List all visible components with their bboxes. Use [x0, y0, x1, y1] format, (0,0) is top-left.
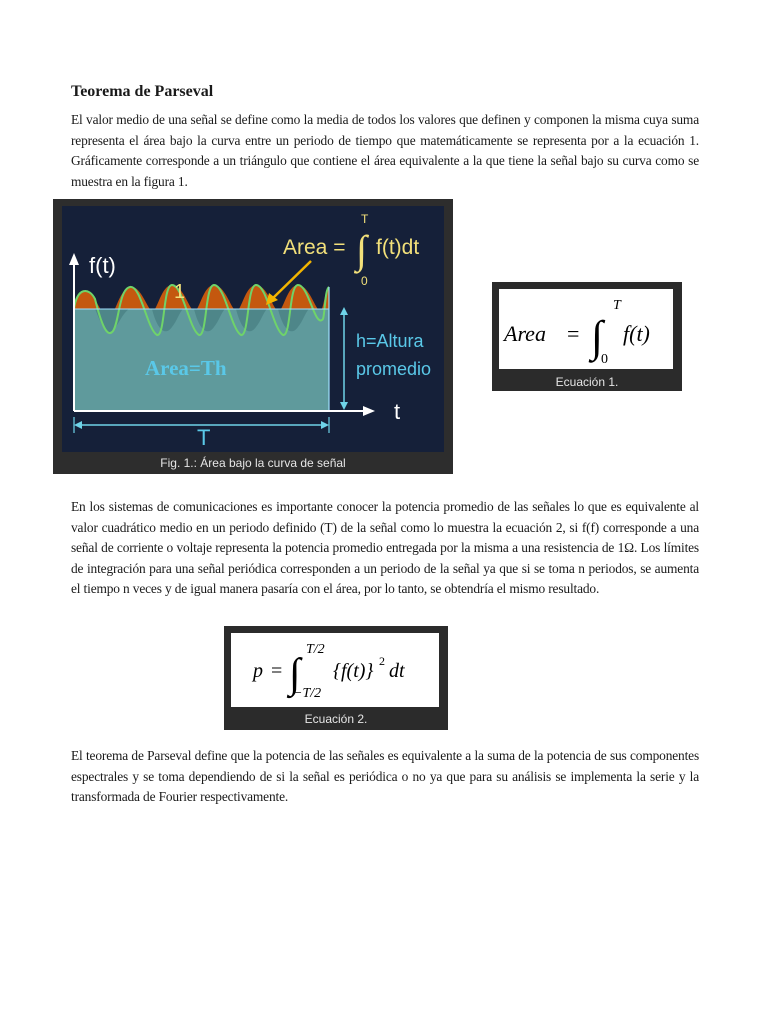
- eq1-upper: T: [613, 298, 621, 313]
- paragraph-parseval: El teorema de Parseval define que la potencia de las señales es equivalente a la suma de la potencia de sus componentes espectrales y se toma dependiendo de si la señal es periódica o no ya que para su análisis se implementa la serie y la transformada de Fourier respectivamente.: [71, 748, 699, 805]
- figure-caption: Fig. 1.: Área bajo la curva de señal: [160, 456, 346, 470]
- page-title: Teorema de Parseval: [71, 83, 214, 100]
- equation-1-caption: Ecuación 1.: [555, 375, 619, 389]
- eq2-equals: =: [271, 660, 283, 682]
- equation-2-box: [224, 626, 448, 730]
- fy-label: f(t): [89, 253, 116, 278]
- eq2-lhs: p: [253, 660, 263, 682]
- integral-upper: T: [361, 212, 369, 226]
- integral-sign: ∫: [356, 227, 367, 272]
- eq2-dt: dt: [389, 660, 405, 682]
- eq1-equals: =: [567, 321, 580, 346]
- integral-lower: 0: [361, 274, 368, 288]
- eq2-power: 2: [379, 654, 385, 668]
- eq1-lower: 0: [601, 352, 608, 367]
- area-eq-label: Area =: [283, 236, 346, 259]
- integrand-label: f(t)dt: [376, 236, 420, 259]
- eq1-lhs: Area: [504, 321, 546, 346]
- equation-1-box: [492, 282, 682, 391]
- eq2-rhs: {f(t)}: [333, 660, 374, 682]
- paragraph-intro: El valor medio de una señal se define como la media de todos los valores que definen y componen la misma cuya suma representa el área bajo la curva entre un periodo de tiempo que matemáticamente se representa por a la ecuación 1. Gráficamente corresponde a un triángulo que contiene el área equivalente a la que tiene la señal bajo su curva como se muestra en la figura 1.: [71, 112, 699, 189]
- paragraph-potencia: En los sistemas de comunicaciones es importante conocer la potencia promedio de las señales lo que es equivalente al valor cuadrático medio en un periodo definido (T) de la señal como lo muestra la ecuación 2, si f(f) corresponde a una señal de corriente o voltaje representa la potencia promedio entregada por la misma a una resistencia de 1Ω. Los límites de integración para una señal periódica corresponden a un periodo de la señal ya que si se toma n periodos, se aumenta el tiempo n veces y de igual manera pasaría con el área, por lo tanto, se obtendría el mismo resultado.: [71, 499, 699, 597]
- h-label-1: h=Altura: [356, 331, 424, 351]
- one-label: 1: [174, 281, 186, 303]
- h-label-2: promedio: [356, 359, 432, 379]
- eq2-upper: T/2: [306, 642, 325, 657]
- eq1-rhs: f(t): [623, 321, 650, 346]
- integral-sign: ∫: [591, 312, 604, 361]
- T-label: T: [197, 425, 211, 450]
- t-label: t: [394, 399, 401, 424]
- figure-area-under-curve: [53, 199, 453, 474]
- integral-sign: ∫: [289, 651, 301, 697]
- area-th-label: Area=Th: [145, 356, 227, 380]
- eq2-lower: −T/2: [293, 686, 322, 701]
- equation-2-caption: Ecuación 2.: [304, 712, 368, 726]
